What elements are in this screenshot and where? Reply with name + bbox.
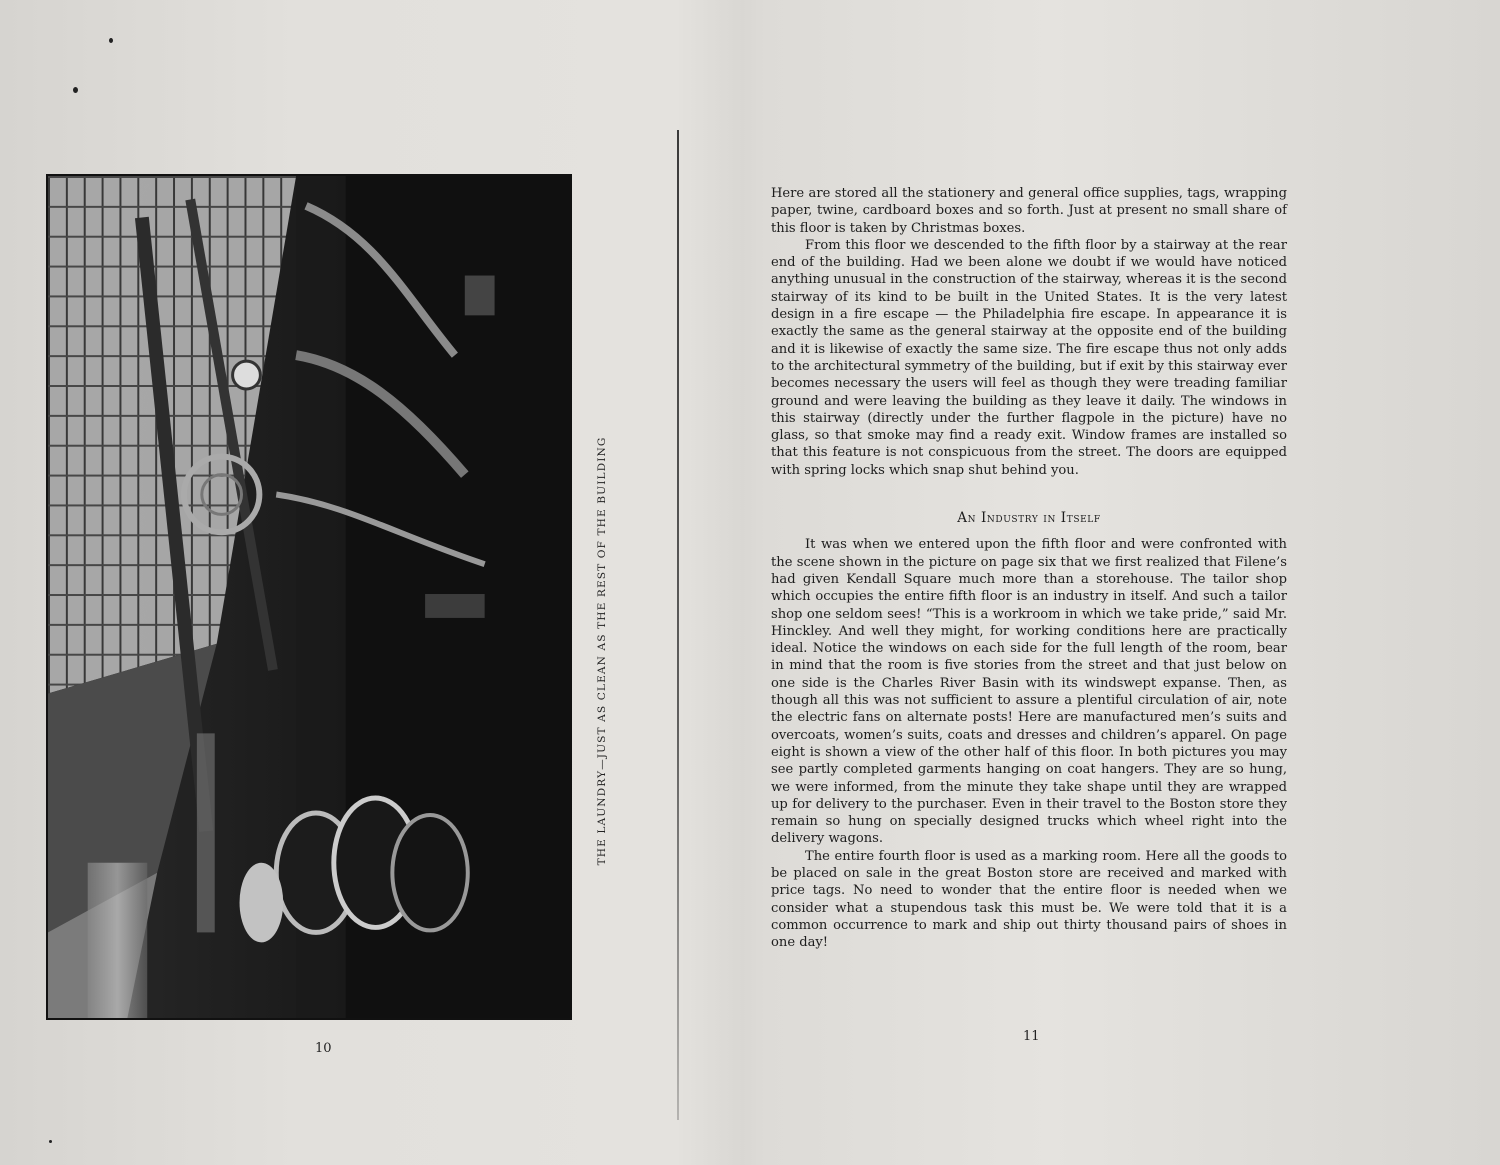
laundry-photo-illustration bbox=[48, 176, 570, 1018]
photo-caption-text: THE LAUNDRY—JUST AS CLEAN AS THE REST OF THE BUILDING bbox=[596, 436, 608, 866]
ink-speck bbox=[109, 38, 113, 43]
paragraph: It was when we entered upon the fifth floor and were confronted with the scene shown in the picture on page six that we first realized that Filene’s had given Kendall Square much more than a storehouse. The tailor shop which occupies the entire fifth floor is an industry in itself. And such a tailor shop one seldom sees! “This is a workroom in which we take pride,” said Mr. Hinckley. And well they might, for working conditions here are practically ideal. Notice the windows on each side for the full length of the room, bear in mind that the room is five stories from the street and that just below on one side is the Charles River Basin with its windswept expanse. Then, as though all this was not sufficient to assure a plentiful circulation of air, note the electric fans on alternate posts! Here are manufactured men’s suits and overcoats, women’s suits, coats and dresses and children’s apparel. On page eight is shown a view of the other half of this floor. In both pictures you may see partly completed garments hanging on coat hangers. They are so hung, we were informed, from the minute they take shape until they are wrapped up for delivery to the purchaser. Even in their travel to the Boston store they remain so hung on specially designed trucks which wheel right into the delivery wagons. bbox=[771, 537, 1287, 847]
paragraph: Here are stored all the stationery and general office supplies, tags, wrapping paper, twine, cardboard boxes and so forth. Just at present no small share of this floor is taken by Christmas boxes. bbox=[771, 186, 1287, 236]
section-heading: An Industry in Itself bbox=[957, 510, 1101, 527]
paragraph: From this floor we descended to the fifth floor by a stairway at the rear end of the building. Had we been alone we doubt if we would have noticed anything unusual in the construction of the stairway, whereas it is the second stairway of its kind to be built in the United States. It is the very latest design in a fire escape — the Philadelphia fire escape. In appearance it is exactly the same as the general stairway at the opposite end of the building and it is likewise of exactly the same size. The fire escape thus not only adds to the architectural symmetry of the building, but if exit by this stairway ever becomes necessary the users will feel as though they were treading familiar ground and were leaving the building as they leave it daily. The windows in this stairway (directly under the further flagpole in the picture) have no glass, so that smoke may find a ready exit. Window frames are installed so that this feature is not conspicuous from the street. The doors are equipped with spring locks which snap shut behind you. bbox=[771, 237, 1287, 478]
page-number-left: 10 bbox=[315, 1041, 332, 1056]
ink-speck bbox=[49, 1140, 52, 1143]
right-page-text bbox=[771, 185, 1287, 951]
ink-speck bbox=[73, 87, 78, 93]
page-number-right: 11 bbox=[1023, 1029, 1040, 1044]
page-gutter bbox=[677, 130, 679, 1120]
paragraph: The entire fourth floor is used as a marking room. Here all the goods to be placed on sale in the great Boston store are received and marked with price tags. No need to wonder that the entire floor is needed when we consider what a stupendous task this must be. We were told that it is a common occurrence to mark and ship out thirty thousand pairs of shoes in one day! bbox=[771, 848, 1287, 951]
laundry-photograph bbox=[46, 174, 572, 1020]
